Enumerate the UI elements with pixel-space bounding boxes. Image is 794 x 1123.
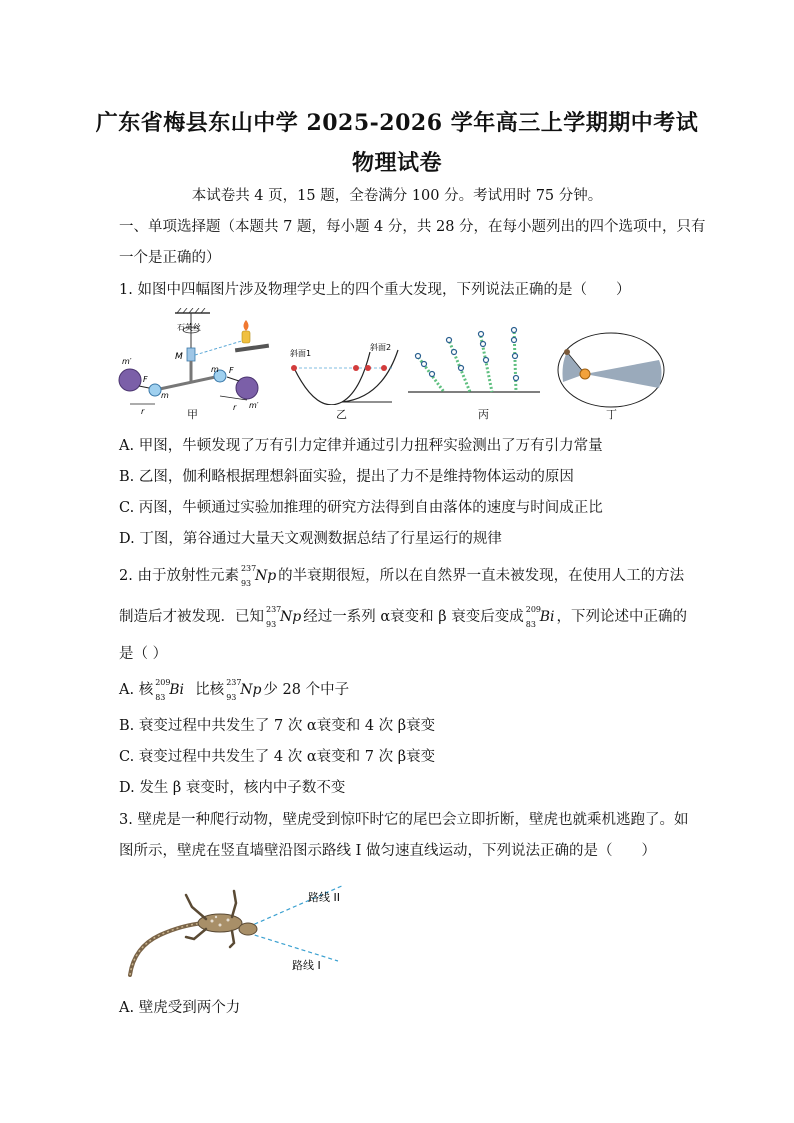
route2-label: 路线 II (308, 891, 340, 904)
q1-figure-yi (282, 340, 402, 405)
quartz-label: 石英丝 (177, 323, 201, 332)
svg-text:m: m (161, 391, 169, 400)
np-nuclide: 237 93 Np (240, 564, 277, 588)
q1-option-b: B. 乙图，伽利略根据理想斜面实验，提出了力不是维持物体运动的原因 (119, 469, 574, 485)
q2-option-c: C. 衰变过程中共发生了 4 次 α衰变和 7 次 β衰变 (119, 749, 436, 765)
svg-text:F: F (229, 366, 234, 375)
q3-figure-gecko (120, 875, 350, 985)
q1-option-a: A. 甲图，牛顿发现了万有引力定律并通过引力扭秤实验测出了万有引力常量 (119, 438, 603, 454)
q3-stem-line1: 3. 壁虎是一种爬行动物，壁虎受到惊吓时它的尾巴会立即折断，壁虎也就乘机逃跑了。如 (119, 812, 689, 828)
q2-stem-line2: 制造后才被发现．已知 237 93 Np 经过一系列 α衰变和 β 衰变后变成 209 83 Bi ，下列论述中正确的 (119, 605, 687, 629)
exam-subject: 物理试卷 (351, 150, 442, 176)
q1-option-d: D. 丁图，第谷通过大量天文观测数据总结了行星运行的规律 (119, 531, 502, 547)
svg-text:M: M (175, 352, 183, 362)
incline2-label: 斜面2 (370, 343, 392, 352)
svg-text:m′: m′ (122, 357, 132, 366)
q3-option-a: A. 壁虎受到两个力 (119, 1000, 241, 1016)
lamp-icon (242, 320, 250, 343)
bi-nuclide: 209 83 Bi (525, 605, 555, 629)
q1-caption-yi: 乙 (336, 408, 347, 421)
svg-text:r: r (233, 403, 237, 412)
section1-heading-cont: 一个是正确的） (119, 250, 221, 266)
q2-stem-line3: 是（ ） (119, 646, 168, 662)
route1-label: 路线 I (292, 959, 321, 972)
svg-text:m′: m′ (249, 401, 259, 410)
q1-stem: 1. 如图中四幅图片涉及物理学史上的四个重大发现，下列说法正确的是（ ） (119, 282, 631, 298)
q3-stem-line2: 图所示，壁虎在竖直墙壁沿图示路线 I 做匀速直线运动，下列说法正确的是（ ） (119, 843, 656, 859)
gecko-icon (130, 891, 257, 975)
exam-intro: 本试卷共 4 页，15 题，全卷满分 100 分。考试用时 75 分钟。 (191, 188, 603, 204)
q2-option-a: A. 核 209 83 Bi 比核 237 93 Np 少 28 个中子 (119, 678, 350, 702)
q2-option-b: B. 衰变过程中共发生了 7 次 α衰变和 4 次 β衰变 (119, 718, 436, 734)
q1-caption-jia: 甲 (187, 408, 198, 421)
svg-text:m: m (211, 365, 219, 374)
incline1-label: 斜面1 (290, 349, 312, 358)
q2-stem-line1: 2. 由于放射性元素 237 93 Np 的半衰期很短，所以在自然界一直未被发现，在使用人工的方法 (119, 564, 685, 588)
q1-caption-bing: 丙 (478, 408, 489, 421)
svg-text:r: r (141, 407, 145, 416)
section1-heading: 一、单项选择题（本题共 7 题，每小题 4 分，共 28 分，在每小题列出的四个选项中，只有 (119, 219, 706, 235)
q1-figure-bing (408, 326, 540, 396)
q1-option-c: C. 丙图，牛顿通过实验加推理的研究方法得到自由落体的速度与时间成正比 (119, 500, 603, 516)
exam-title: 广东省梅县东山中学 2025-2026 学年高三上学期期中考试 (95, 110, 699, 136)
q1-figure-ding (555, 330, 667, 410)
q1-figure-jia (115, 308, 280, 418)
q2-option-d: D. 发生 β 衰变时，核内中子数不变 (119, 780, 346, 796)
q1-caption-ding: 丁 (606, 408, 617, 421)
svg-text:F: F (143, 375, 148, 384)
